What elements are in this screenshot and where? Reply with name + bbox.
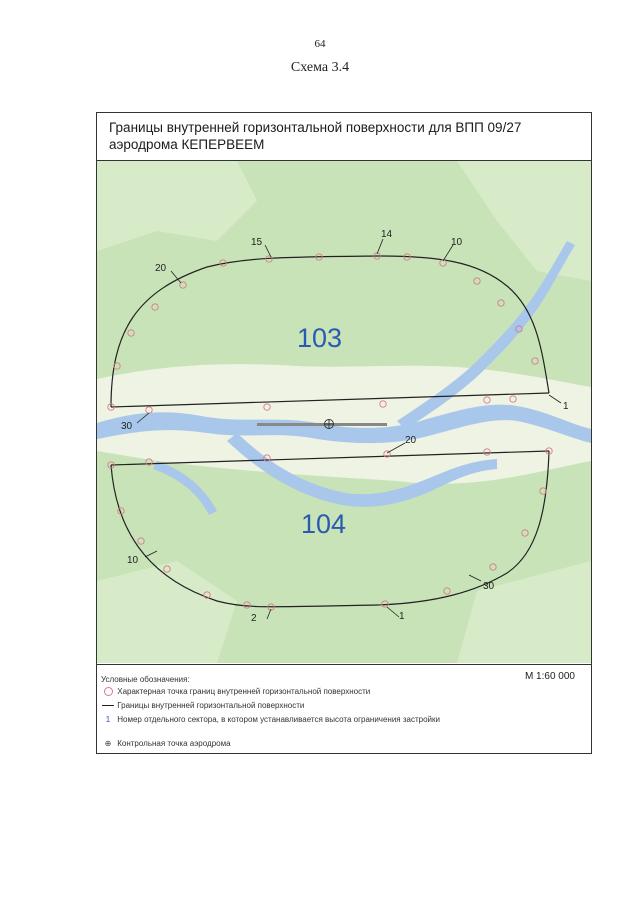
map-title-line2: аэродрома КЕПЕРВЕЕМ (109, 137, 265, 152)
control-point (325, 420, 334, 429)
sector-label: 2 (251, 613, 257, 624)
legend-item (101, 715, 447, 725)
page-number: 64 (314, 38, 326, 50)
sector-label: 30 (483, 581, 495, 592)
boundary-line-icon (101, 701, 115, 711)
legend-item-text: Границы внутренней горизонтальной поверхности (117, 701, 305, 710)
sector-label: 30 (121, 421, 133, 432)
legend-item-text: Номер отдельного сектора, в котором устанавливается высота ограничения застройки (117, 715, 440, 724)
legend-item-text: Контрольная точка аэродрома (117, 739, 231, 748)
scheme-title: Схема 3.4 (290, 60, 350, 75)
sector-label: 10 (451, 237, 463, 248)
sector-label: 14 (381, 229, 393, 240)
char-point-icon (101, 687, 115, 699)
map-title-line1: Границы внутренней горизонтальной поверхности для ВПП 09/27 (109, 120, 522, 135)
sector-label: 1 (399, 611, 405, 622)
sector-label: 10 (127, 555, 139, 566)
map-area (97, 161, 591, 663)
sector-label: 15 (251, 237, 263, 248)
map-frame (96, 112, 592, 754)
sector-label: 1 (563, 401, 569, 412)
legend-item (101, 701, 447, 711)
legend-item (101, 687, 447, 699)
zone-label-103: 103 (297, 323, 343, 353)
legend (97, 664, 591, 754)
runway (257, 423, 387, 426)
legend-item-text: Характерная точка границ внутренней горизонтальной поверхности (117, 687, 371, 696)
legend-title: Условные обозначения: (101, 675, 190, 684)
sector-label: 20 (405, 435, 417, 446)
control-point-icon: ⊕ (104, 739, 112, 748)
legend-item (101, 739, 447, 749)
map-scale: М 1:60 000 (524, 671, 575, 682)
map-canvas (97, 161, 591, 663)
zone-label-104: 104 (301, 509, 347, 539)
sector-label: 20 (155, 263, 167, 274)
sector-number-symbol: 1 (105, 715, 111, 724)
map-title (97, 113, 591, 161)
